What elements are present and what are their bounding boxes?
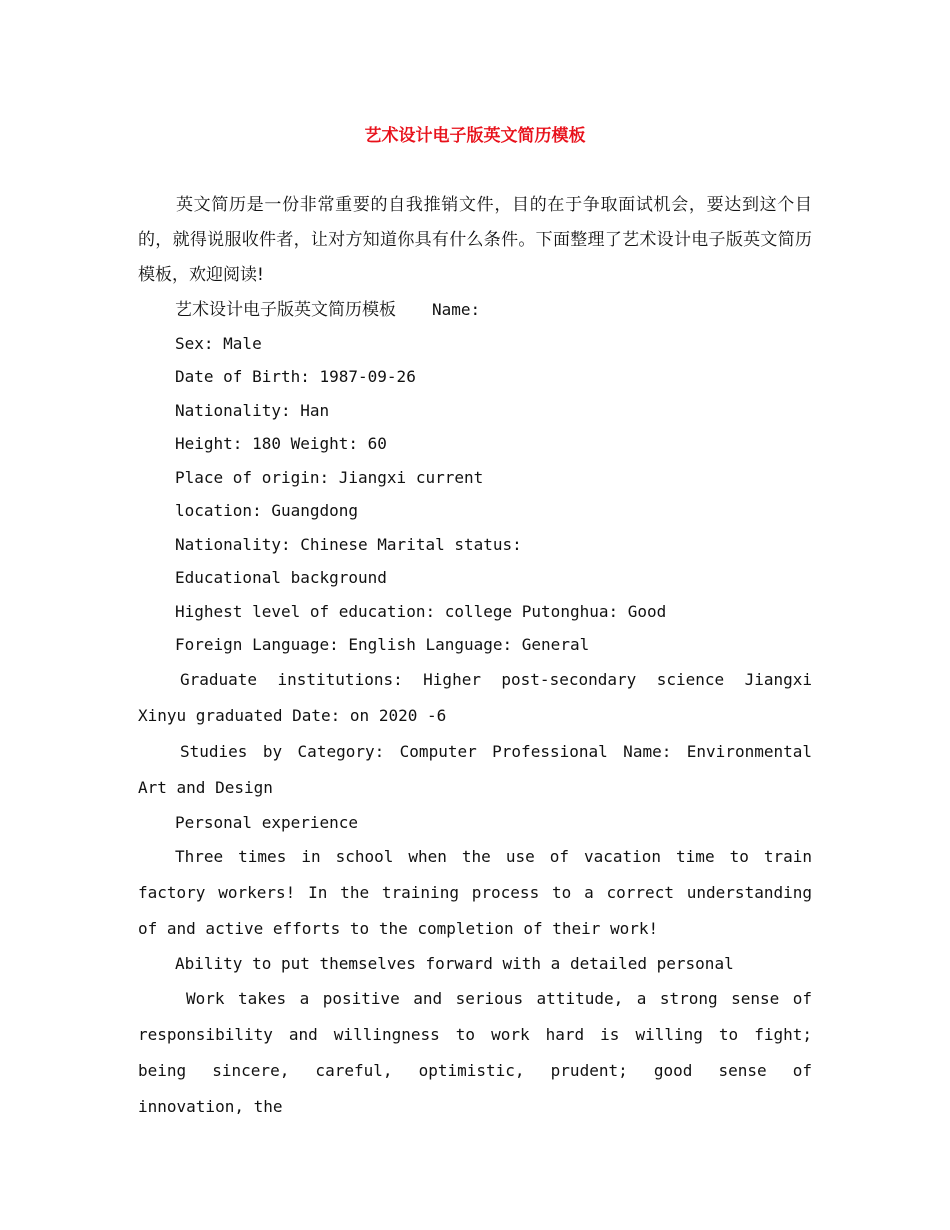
dob-line: Date of Birth: 1987-09-26 [175, 367, 416, 386]
origin-line: Place of origin: Jiangxi current [175, 467, 484, 487]
three-times-paragraph: Three times in school when the use of vacation time to train factory workers! In the training process to a correct understanding of and active efforts to the completion of their work! [138, 847, 812, 938]
work-takes-paragraph: Work takes a positive and serious attitude, a strong sense of responsibility and willingness to work hard is willing to fight; being sincere, careful, optimistic, prudent; good sense of innovation, the [138, 988, 812, 1116]
resume-heading: 艺术设计电子版英文简历模板 [175, 300, 396, 320]
document-page [138, 0, 812, 1230]
studies-paragraph: Studies by Category: Computer Professional Name: Environmental Art and Design [138, 741, 812, 797]
nationality-line: Nationality: Han [175, 400, 330, 420]
resume-heading-line [138, 293, 812, 327]
highest-education-line: Highest level of education: college Putonghua: Good [175, 601, 667, 621]
intro-paragraph: 英文简历是一份非常重要的自我推销文件，目的在于争取面试机会，要达到这个目的，就得说服收件者，让对方知道你具有什么条件。下面整理了艺术设计电子版英文简历模板，欢迎阅读! [138, 195, 812, 285]
sex-line: Sex: Male [175, 333, 262, 353]
nationality-marital-line: Nationality: Chinese Marital status: [175, 534, 522, 554]
graduate-paragraph: Graduate institutions: Higher post-secondary science Jiangxi Xinyu graduated Date: on 2020 -6 [138, 669, 812, 725]
foreign-language-line: Foreign Language: English Language: General [175, 635, 590, 654]
location-line: location: Guangdong [175, 501, 359, 520]
ability-line: Ability to put themselves forward with a detailed personal [175, 954, 734, 973]
document-title: 艺术设计电子版英文简历模板 [364, 126, 586, 146]
height-weight-line: Height: 180 Weight: 60 [175, 434, 387, 453]
name-label: Name: [432, 300, 481, 319]
personal-experience-heading: Personal experience [175, 812, 359, 832]
education-background-heading: Educational background [175, 568, 387, 587]
document-body [138, 188, 812, 1125]
